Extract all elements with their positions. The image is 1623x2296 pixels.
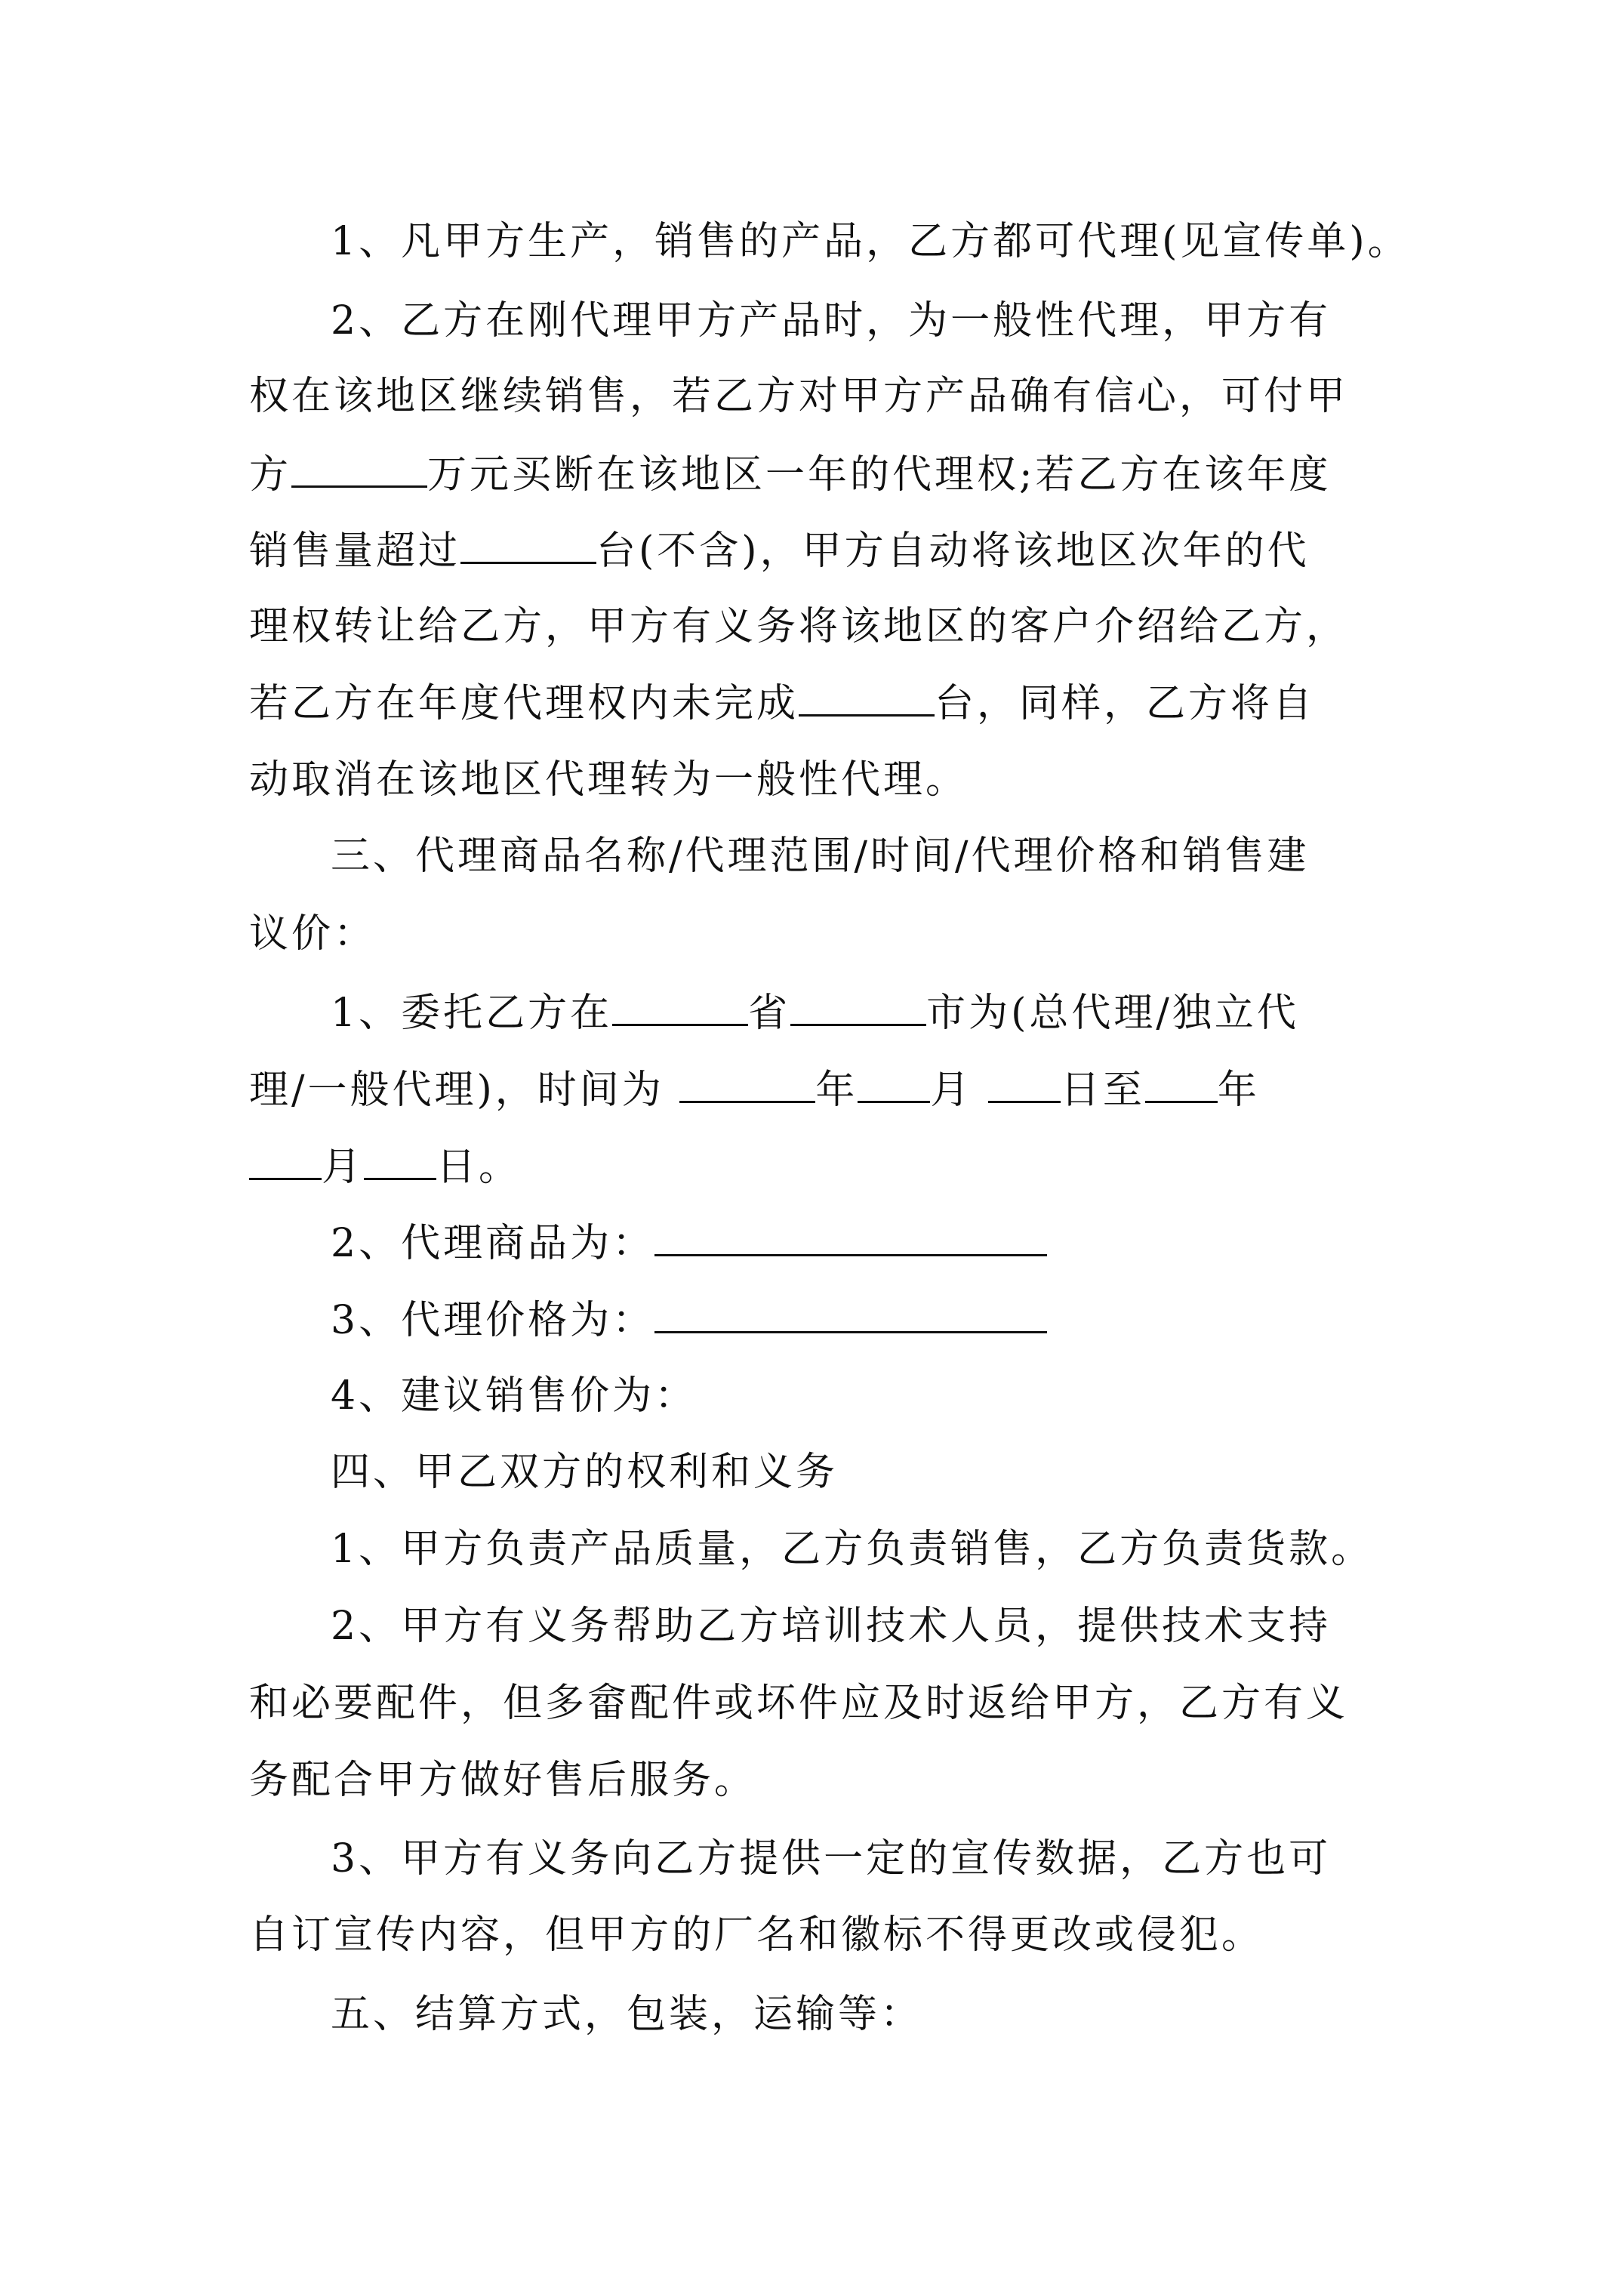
text: 议价： <box>249 911 377 957</box>
text: 日至 <box>1060 1068 1145 1113</box>
fill-blank[interactable] <box>1145 1066 1218 1103</box>
fill-blank[interactable] <box>249 1143 322 1180</box>
section-5-heading <box>331 1992 922 2037</box>
text: 四、甲乙双方的权利和义务 <box>331 1450 839 1495</box>
text: 五、结算方式，包装，运输等： <box>331 1992 923 2037</box>
fill-blank[interactable] <box>654 1296 1047 1333</box>
fill-blank[interactable] <box>291 451 427 488</box>
section-3-item-3 <box>331 1296 1047 1343</box>
text: 4、建议销售价为： <box>331 1373 698 1419</box>
text: 年 <box>1217 1068 1260 1113</box>
text: 台(不含)，甲方自动将该地区次年的代 <box>596 529 1310 574</box>
section-3-item-2 <box>331 1219 1047 1266</box>
clause-2-line-5 <box>249 604 1348 649</box>
section-3-item-1-line-1 <box>331 989 1299 1036</box>
section-4-item-3-line-2 <box>249 1912 1264 1958</box>
clause-2-line-7 <box>249 757 968 803</box>
text: 方 <box>249 452 292 498</box>
section-4-item-1 <box>331 1527 1373 1572</box>
text: 和必要配件，但多畲配件或坏件应及时返给甲方，乙方有义 <box>249 1681 1349 1726</box>
section-4-item-2-line-3 <box>249 1758 756 1803</box>
section-3-heading-line-2 <box>249 911 376 957</box>
text: 3、代理价格为： <box>331 1298 655 1343</box>
fill-blank[interactable] <box>654 1219 1047 1256</box>
section-4-item-3-line-1 <box>331 1836 1331 1881</box>
clause-2-line-3 <box>249 451 1332 498</box>
clause-1-line <box>331 219 1410 264</box>
text: 月 <box>930 1068 988 1113</box>
section-3-item-1-line-2 <box>249 1066 1260 1113</box>
section-4-item-2-line-1 <box>331 1604 1331 1649</box>
text: 万元买断在该地区一年的代理权;若乙方在该年度 <box>427 452 1332 498</box>
text: 2、代理商品为： <box>331 1221 655 1266</box>
fill-blank[interactable] <box>988 1066 1061 1103</box>
section-3-item-1-line-3 <box>249 1143 521 1190</box>
text: 自订宣传内容，但甲方的厂名和徽标不得更改或侵犯。 <box>249 1912 1264 1958</box>
section-3-heading-line-1 <box>331 834 1310 879</box>
text: 权在该地区继续销售，若乙方对甲方产品确有信心，可付甲 <box>249 374 1349 419</box>
text: 理/一般代理)，时间为 <box>249 1068 680 1113</box>
text: 2、乙方在刚代理甲方产品时，为一般性代理，甲方有 <box>331 298 1332 344</box>
clause-2-line-2 <box>249 374 1348 419</box>
clause-2-line-4 <box>249 527 1310 574</box>
text: 市为(总代理/独立代 <box>926 991 1299 1036</box>
fill-blank[interactable] <box>364 1143 436 1180</box>
fill-blank[interactable] <box>612 989 748 1026</box>
clause-2-line-1 <box>331 298 1331 344</box>
text: 2、甲方有义务帮助乙方培训技术人员，提供技术支持 <box>331 1604 1332 1649</box>
text: 省 <box>748 991 791 1036</box>
section-3-item-4 <box>331 1373 697 1419</box>
fill-blank[interactable] <box>679 1066 815 1103</box>
text: 年 <box>815 1068 858 1113</box>
section-4-heading <box>331 1450 838 1495</box>
text: 理权转让给乙方，甲方有义务将该地区的客户介绍给乙方， <box>249 604 1349 649</box>
text: 三、代理商品名称/代理范围/时间/代理价格和销售建 <box>331 834 1310 879</box>
fill-blank[interactable] <box>858 1066 930 1103</box>
text: 月 <box>322 1145 365 1190</box>
text: 日。 <box>436 1145 522 1190</box>
text: 3、甲方有义务向乙方提供一定的宣传数据，乙方也可 <box>331 1836 1332 1881</box>
fill-blank[interactable] <box>799 680 935 717</box>
clause-2-line-6 <box>249 680 1315 726</box>
text: 若乙方在年度代理权内未完成 <box>249 681 799 726</box>
fill-blank[interactable] <box>460 527 596 564</box>
text: 务配合甲方做好售后服务。 <box>249 1758 757 1803</box>
text: 台，同样，乙方将自 <box>935 681 1316 726</box>
text: 销售量超过 <box>249 529 461 574</box>
text: 1、凡甲方生产，销售的产品，乙方都可代理(见宣传单)。 <box>331 219 1410 264</box>
section-4-item-2-line-2 <box>249 1681 1348 1726</box>
text: 动取消在该地区代理转为一般性代理。 <box>249 757 969 803</box>
text: 1、甲方负责产品质量，乙方负责销售，乙方负责货款。 <box>331 1527 1374 1572</box>
fill-blank[interactable] <box>790 989 926 1026</box>
text: 1、委托乙方在 <box>331 991 613 1036</box>
